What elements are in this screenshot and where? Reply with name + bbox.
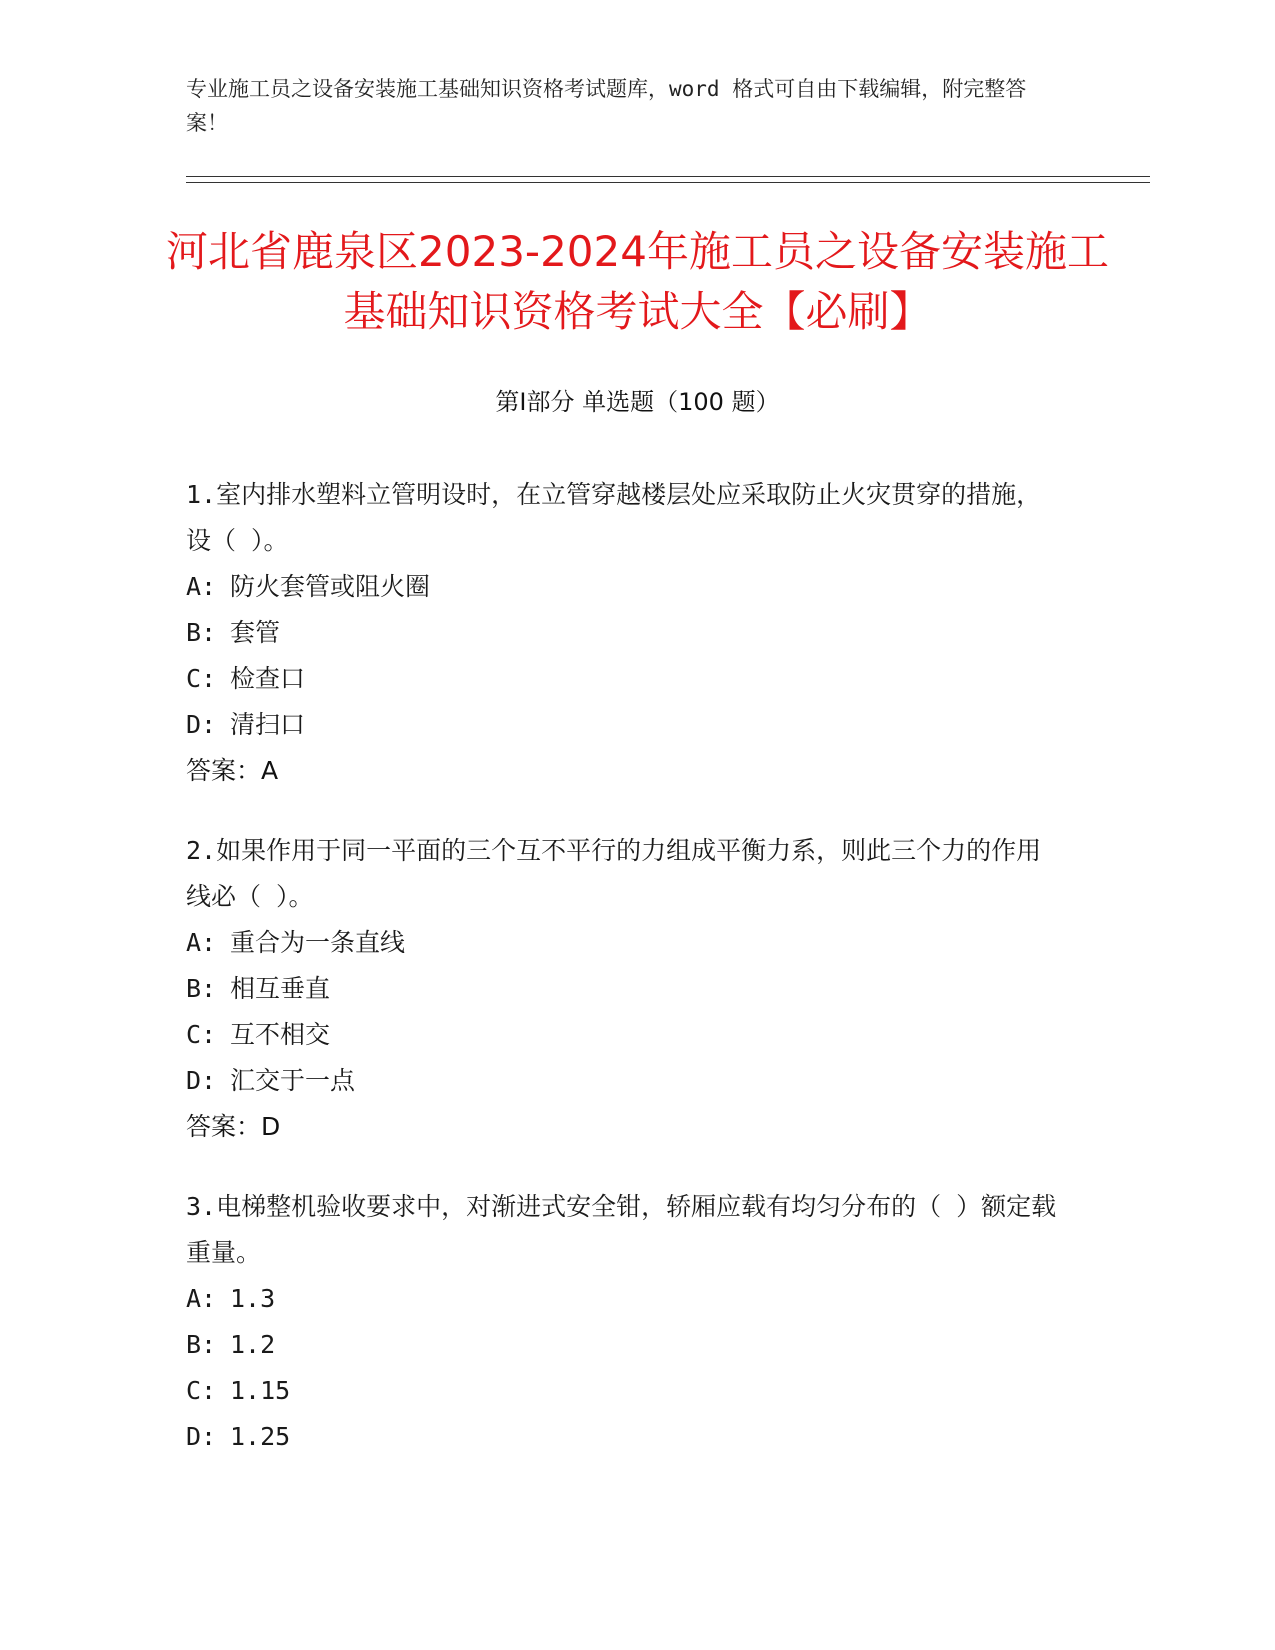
header-divider-top [186, 176, 1150, 177]
option-key: C: [186, 664, 217, 693]
option-c [186, 1012, 1066, 1058]
option-key: B: [186, 1330, 217, 1359]
option-key: A: [186, 1284, 217, 1313]
option-b [186, 966, 1066, 1012]
option-text: 汇交于一点 [230, 1066, 356, 1095]
header-divider-bottom [186, 182, 1150, 183]
option-text: 1.25 [230, 1422, 291, 1451]
option-c [186, 1368, 1066, 1414]
question-stem: 3.电梯整机验收要求中，对渐进式安全钳，轿厢应载有均匀分布的（ ）额定载重量。 [186, 1192, 1057, 1267]
option-key: D: [186, 710, 217, 739]
option-key: D: [186, 1066, 217, 1095]
option-a [186, 564, 1066, 610]
option-key: C: [186, 1376, 217, 1405]
option-key: A: [186, 928, 217, 957]
question-list [186, 472, 1066, 1494]
option-text: 防火套管或阻火圈 [230, 572, 431, 601]
question-2 [186, 828, 1066, 1150]
option-key: A: [186, 572, 217, 601]
option-d [186, 702, 1066, 748]
option-key: D: [186, 1422, 217, 1451]
option-a [186, 920, 1066, 966]
option-text: 1.3 [230, 1284, 276, 1313]
option-text: 检查口 [230, 664, 306, 693]
option-b [186, 1322, 1066, 1368]
option-d [186, 1414, 1066, 1460]
answer-line: 答案：D [186, 1112, 281, 1141]
option-text: 套管 [230, 618, 281, 647]
option-key: B: [186, 974, 217, 1003]
document-title: 河北省鹿泉区2023-2024年施工员之设备安装施工基础知识资格考试大全【必刷】 [166, 227, 1109, 336]
section-title: 第Ⅰ部分 单选题（100 题） [495, 388, 780, 416]
option-text: 1.2 [230, 1330, 276, 1359]
option-c [186, 656, 1066, 702]
option-a [186, 1276, 1066, 1322]
header-note: 专业施工员之设备安装施工基础知识资格考试题库，word 格式可自由下载编辑，附完整答案！ [186, 77, 1027, 135]
option-text: 互不相交 [230, 1020, 331, 1049]
option-key: C: [186, 1020, 217, 1049]
option-text: 重合为一条直线 [230, 928, 406, 957]
question-1 [186, 472, 1066, 794]
question-3 [186, 1184, 1066, 1460]
option-key: B: [186, 618, 217, 647]
option-text: 清扫口 [230, 710, 306, 739]
option-text: 相互垂直 [230, 974, 331, 1003]
question-stem: 2.如果作用于同一平面的三个互不平行的力组成平衡力系，则此三个力的作用线必（ ）。 [186, 836, 1042, 911]
option-b [186, 610, 1066, 656]
option-text: 1.15 [230, 1376, 291, 1405]
option-d [186, 1058, 1066, 1104]
question-stem: 1.室内排水塑料立管明设时，在立管穿越楼层处应采取防止火灾贯穿的措施，设（ ）。 [186, 480, 1042, 555]
answer-line: 答案：A [186, 756, 279, 785]
